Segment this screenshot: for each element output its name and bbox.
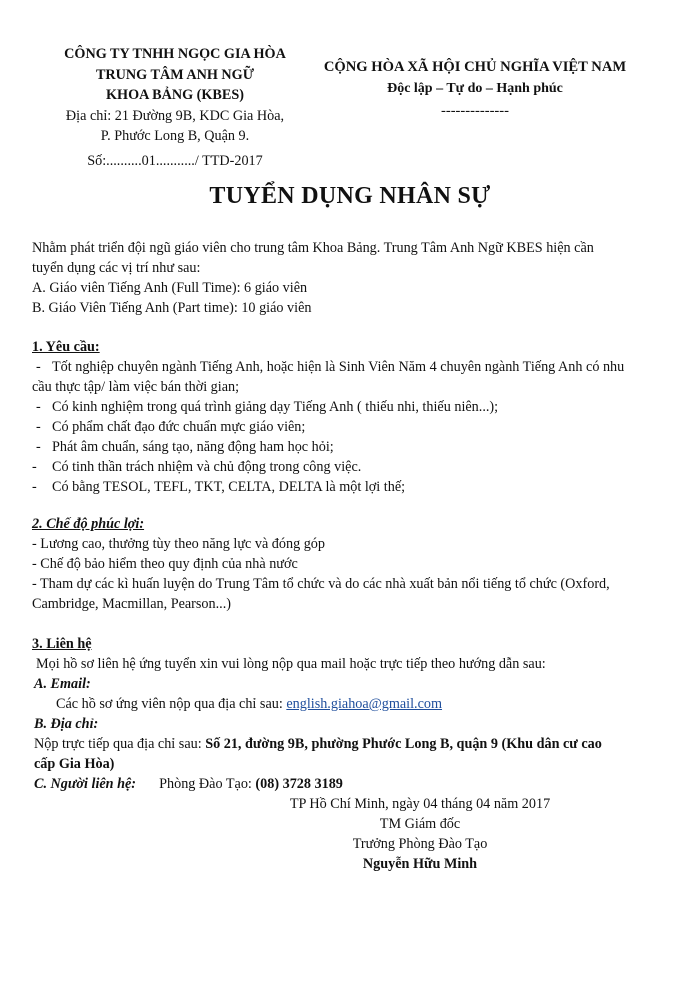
list-item: - Có tinh thần trách nhiệm và chủ động trong công việc. (32, 459, 362, 475)
address-line-1: Địa chỉ: 21 Đường 9B, KDC Gia Hòa, (65, 107, 285, 124)
email-line: Các hồ sơ ứng viên nộp qua địa chỉ sau: english.giahoa@gmail.com (56, 696, 443, 712)
position-b: B. Giáo Viên Tiếng Anh (Part time): 10 giáo viên (32, 300, 312, 316)
nation-header (300, 56, 650, 122)
section-benefits (32, 514, 610, 614)
signer-role-1: TM Giám đốc (379, 816, 461, 832)
list-item: - Tham dự các kì huấn luyện do Trung Tâm tổ chức và do các nhà xuất bản nổi tiếng tổ chức (Oxford, (32, 576, 610, 592)
email-label: A. Email: (34, 676, 91, 692)
list-item: - Lương cao, thưởng tùy theo năng lực và đóng góp (32, 536, 325, 552)
intro-text (32, 238, 594, 318)
contact-address: Số 21, đường 9B, phường Phước Long B, quận 9 (Khu dân cư cao (205, 736, 602, 752)
contact-person-line: C. Người liên hệ: Phòng Đào Tạo: (08) 3728 3189 (34, 776, 343, 792)
document-number: Số:..........01.........../ TTD-2017 (87, 152, 263, 169)
list-item: - Chế độ bảo hiểm theo quy định của nhà nước (32, 556, 298, 572)
address-line: Nộp trực tiếp qua địa chỉ sau: Số 21, đường 9B, phường Phước Long B, quận 9 (Khu dân cư cao (34, 736, 602, 752)
list-item-continuation: cầu thực tập/ làm việc bán thời gian; (32, 379, 240, 395)
list-item: - Có phẩm chất đạo đức chuẩn mực giáo viên; (36, 419, 306, 435)
section-heading: 2. Chế độ phúc lợi: (32, 516, 145, 532)
center-short-name: KHOA BẢNG (KBES) (106, 87, 244, 103)
email-link[interactable]: english.giahoa@gmail.com (286, 696, 443, 712)
section-contact (32, 634, 602, 794)
intro-line-1: Nhằm phát triển đội ngũ giáo viên cho trung tâm Khoa Bảng. Trung Tâm Anh Ngữ KBES hiện cần (32, 240, 594, 256)
document-title: TUYỂN DỤNG NHÂN SỰ (209, 183, 491, 209)
signer-role-2: Trưởng Phòng Đào Tạo (352, 836, 488, 852)
section-heading: 3. Liên hệ (32, 636, 92, 652)
center-name: TRUNG TÂM ANH NGỮ (95, 66, 255, 83)
intro-line-2: tuyển dụng các vị trí như sau: (32, 260, 201, 276)
national-motto: Độc lập – Tự do – Hạnh phúc (387, 81, 563, 96)
list-item: - Có kinh nghiệm trong quá trình giảng dạy Tiếng Anh ( thiếu nhi, thiếu niên...); (36, 399, 499, 415)
address-label: B. Địa chỉ: (34, 716, 99, 732)
list-item: - Có bằng TESOL, TEFL, TKT, CELTA, DELTA là một lợi thế; (32, 479, 406, 495)
signature-block (260, 794, 580, 874)
list-item: - Tốt nghiệp chuyên ngành Tiếng Anh, hoặc hiện là Sinh Viên Năm 4 chuyên ngành Tiếng Anh có nhu (36, 359, 625, 375)
list-item: - Phát âm chuẩn, sáng tạo, năng động ham học hỏi; (36, 439, 334, 455)
signer-name: Nguyễn Hữu Minh (362, 856, 478, 872)
section-requirements (32, 337, 624, 497)
address-line-2: P. Phước Long B, Quận 9. (100, 128, 250, 144)
motto-divider: -------------- (440, 103, 510, 119)
place-date: TP Hồ Chí Minh, ngày 04 tháng 04 năm 2017 (289, 796, 551, 812)
company-name: CÔNG TY TNHH NGỌC GIA HÒA (64, 46, 286, 62)
contact-intro: Mọi hồ sơ liên hệ ứng tuyển xin vui lòng nộp qua mail hoặc trực tiếp theo hướng dẫn sau: (36, 656, 546, 672)
list-item-continuation: Cambridge, Macmillan, Pearson...) (32, 596, 231, 612)
nation-name: CỘNG HÒA XÃ HỘI CHỦ NGHĨA VIỆT NAM (323, 59, 627, 75)
position-a: A. Giáo viên Tiếng Anh (Full Time): 6 giáo viên (32, 280, 308, 296)
contact-phone: (08) 3728 3189 (255, 776, 343, 792)
contact-address-continuation: cấp Gia Hòa) (34, 756, 115, 772)
company-header (40, 44, 310, 171)
section-heading: 1. Yêu cầu: (32, 339, 100, 355)
contact-person-label: C. Người liên hệ: (34, 776, 137, 792)
